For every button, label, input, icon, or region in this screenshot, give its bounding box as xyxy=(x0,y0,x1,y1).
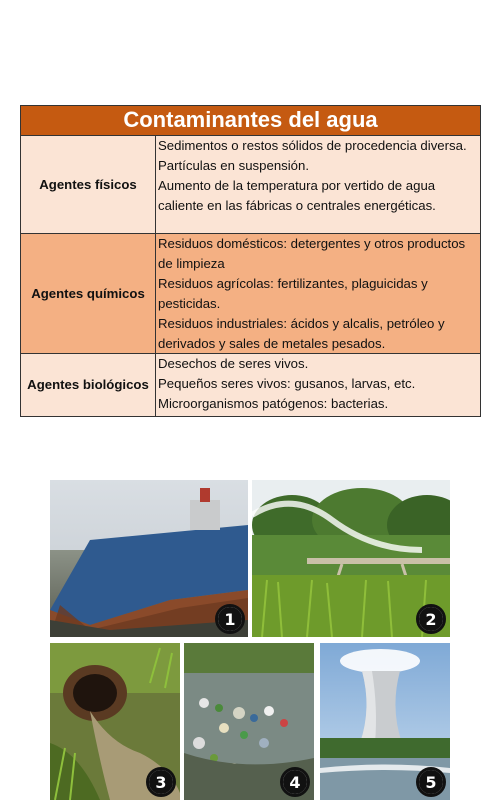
content-line: Desechos de seres vivos. xyxy=(158,356,309,371)
table-row-biological xyxy=(21,354,480,416)
sewage-pipe-photo xyxy=(50,643,180,800)
content-line: Microorganismos patógenos: bacterias. xyxy=(158,396,389,411)
content-line: Aumento de la temperatura por vertido de agua caliente en las fábricas o centrales energéticas. xyxy=(158,178,436,213)
water-contaminants-table xyxy=(20,105,481,417)
photo-number-badge: 3 xyxy=(146,767,176,797)
content-line: Partículas en suspensión. xyxy=(158,158,310,173)
row-content xyxy=(156,136,480,233)
cooling-tower-photo xyxy=(320,643,450,800)
row-content xyxy=(156,234,480,353)
crop-irrigation-photo xyxy=(252,480,450,637)
content-line: Sedimentos o restos sólidos de procedencia diversa. xyxy=(158,138,467,153)
photo-number-badge: 5 xyxy=(416,767,446,797)
row-content xyxy=(156,354,480,416)
floating-garbage-photo xyxy=(184,643,314,800)
content-line: Residuos agrícolas: fertilizantes, plaguicidas y pesticidas. xyxy=(158,276,428,311)
photo-number-badge: 2 xyxy=(416,604,446,634)
content-line: Pequeños seres vivos: gusanos, larvas, etc. xyxy=(158,376,416,391)
table-row-physical xyxy=(21,136,480,234)
row-label: Agentes físicos xyxy=(21,136,156,233)
table-title: Contaminantes del agua xyxy=(21,106,480,136)
photo-number-badge: 4 xyxy=(280,767,310,797)
table-row-chemical xyxy=(21,234,480,354)
content-line: Residuos domésticos: detergentes y otros productos de limpieza xyxy=(158,236,466,271)
shipwreck-photo xyxy=(50,480,248,637)
content-line: Residuos industriales: ácidos y alcalis, petróleo y derivados y sales de metales pesados. xyxy=(158,316,445,351)
photo-number-badge: 1 xyxy=(215,604,245,634)
row-label: Agentes biológicos xyxy=(21,354,156,416)
row-label: Agentes químicos xyxy=(21,234,156,353)
